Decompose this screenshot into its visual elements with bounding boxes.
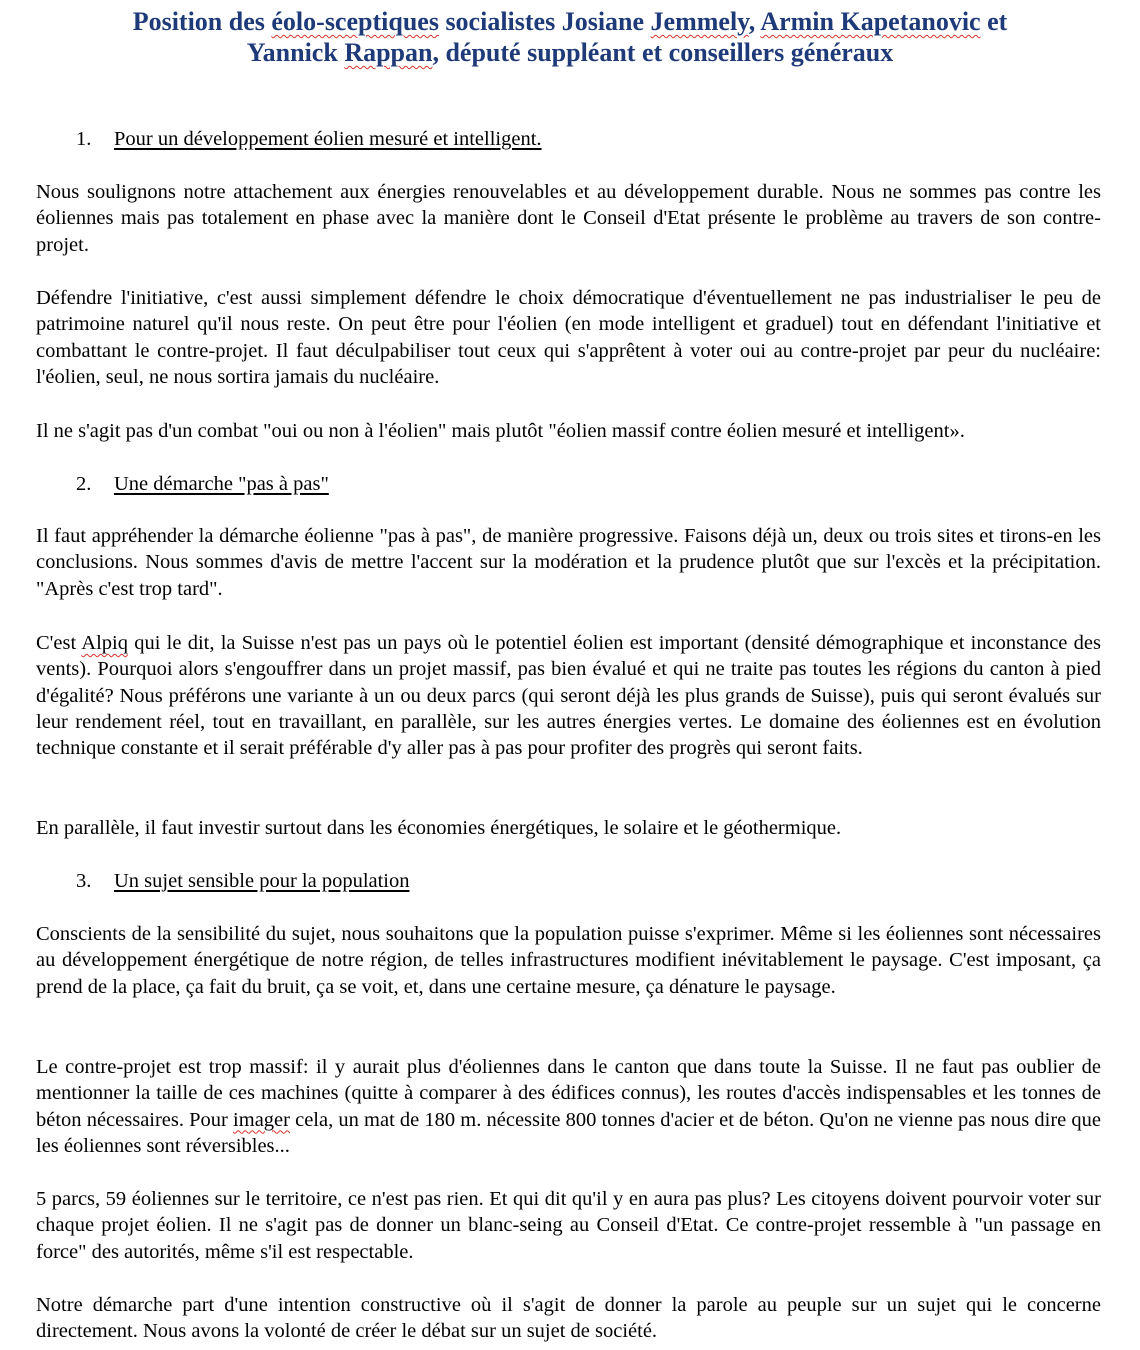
misspelled-word: Alpiq bbox=[81, 632, 128, 654]
body-paragraph: Notre démarche part d'une intention constructive où il s'agit de donner la parole au peuple sur un sujet qui le concerne directement. Nous avons la volonté de créer le débat sur un sujet de société. bbox=[36, 1294, 1101, 1343]
body-paragraph: Il faut appréhender la démarche éolienne "pas à pas", de manière progressive. Faisons déjà un, deux ou trois sites et tirons-en les conclusions. Nous sommes d'avis de mettre l'accent sur la modération et la prudence plutôt que sur l'excès et la précipitation. "Après c'est trop tard". bbox=[36, 525, 1101, 600]
title-text: socialistes Josiane bbox=[438, 7, 651, 36]
body-paragraph: Défendre l'initiative, c'est aussi simplement défendre le choix démocratique d'éventuellement ne pas industrialiser le peu de patrimoine naturel qu'il nous reste. On peut être pour l'éolien (en mode intelligent et graduel) tout en défendant l'initiative et combattant le contre-projet. Il faut déculpabiliser tout ceux qui s'apprêtent à voter oui au contre-projet par peur du nucléaire: l'éolien, seul, ne nous sortira jamais du nucléaire. bbox=[36, 287, 1101, 388]
title-misspelled-word: Armin Kapetanovic bbox=[760, 7, 981, 36]
body-paragraph: 5 parcs, 59 éoliennes sur le territoire, ce n'est pas rien. Et qui dit qu'il y en aura pas plus? Les citoyens doivent pourvoir voter sur chaque projet éolien. Il ne s'agit pas de donner un blanc-seing au Conseil d'Etat. Ce contre-projet ressemble à "un passage en force" des autorités, même s'il est respectable. bbox=[36, 1188, 1101, 1263]
section-number: 1. bbox=[76, 128, 92, 150]
title-misspelled-word: éolo-sceptiques bbox=[271, 7, 439, 36]
body-paragraph: Conscients de la sensibilité du sujet, nous souhaitons que la population puisse s'exprimer. Même si les éoliennes sont nécessaires au développement énergétique de notre région, de telles infrastructures modifient inévitablement le paysage. C'est imposant, ça prend de la place, ça fait du bruit, ça se voit, et, dans une certaine mesure, ça dénature le paysage. bbox=[36, 923, 1101, 998]
section-heading-text: Pour un développement éolien mesuré et intelligent. bbox=[114, 128, 542, 150]
section-heading bbox=[76, 126, 542, 152]
paragraph-text: Le contre-projet est trop massif: il y aurait plus d'éoliennes dans le canton que dans toute la Suisse. Il ne faut pas oublier de mentionner la taille de ces machines (quitte à comparer à des édifices connus), les routes d'accès indispensables et les tonnes de béton nécessaires. Pour bbox=[36, 1056, 1101, 1131]
misspelled-word: imager bbox=[233, 1108, 290, 1131]
title-misspelled-word: Rappan bbox=[344, 38, 433, 67]
paragraph-text: qui le dit, la Suisse n'est pas un pays où le potentiel éolien est important (densité démographique et inconstance des vents). Pourquoi alors s'engouffrer dans un projet massif, pas bien évalué et qui ne traite pas toutes les régions du canton à pied d'égalité? Nous préférons une variante à un ou deux parcs (qui seront déjà les plus grands de Suisse), puis qui seront évalués sur leur rendement réel, tout en travaillant, en parallèle, sur les autres énergies vertes. Le domaine des éoliennes est en évolution technique constante et il serait préférable d'y aller pas à pas pour profiter des progrès qui seront faits. bbox=[36, 632, 1101, 760]
title-text: et bbox=[980, 7, 1008, 36]
document-title bbox=[40, 6, 1100, 68]
title-text: , député suppléant et conseillers généraux bbox=[432, 38, 894, 67]
section-number: 2. bbox=[76, 473, 92, 495]
section-heading-text: Une démarche "pas à pas" bbox=[114, 473, 329, 495]
section-heading bbox=[76, 471, 329, 497]
title-misspelled-word: Jemmely bbox=[650, 7, 749, 36]
body-paragraph: Il ne s'agit pas d'un combat "oui ou non à l'éolien" mais plutôt "éolien massif contre éolien mesuré et intelligent». bbox=[36, 420, 965, 442]
title-text: , bbox=[748, 7, 761, 36]
title-text: Position des bbox=[132, 7, 272, 36]
body-paragraph: En parallèle, il faut investir surtout dans les économies énergétiques, le solaire et le géothermique. bbox=[36, 817, 842, 839]
title-text: Yannick bbox=[246, 38, 345, 67]
section-heading-text: Un sujet sensible pour la population bbox=[114, 870, 410, 892]
body-paragraph bbox=[36, 630, 1101, 761]
paragraph-text: C'est bbox=[36, 632, 82, 654]
paragraph-text: cela, un mat de 180 m. nécessite 800 tonnes d'acier et de béton. Qu'on ne vienne pas nous dire que les éoliennes sont réversibles... bbox=[36, 1108, 1101, 1157]
section-number: 3. bbox=[76, 870, 92, 892]
section-heading bbox=[76, 868, 410, 894]
body-paragraph bbox=[36, 1054, 1101, 1159]
body-paragraph: Nous soulignons notre attachement aux énergies renouvelables et au développement durable. Nous ne sommes pas contre les éoliennes mais pas totalement en phase avec la manière dont le Conseil d'Etat présente le problème au travers de son contre-projet. bbox=[36, 181, 1101, 256]
